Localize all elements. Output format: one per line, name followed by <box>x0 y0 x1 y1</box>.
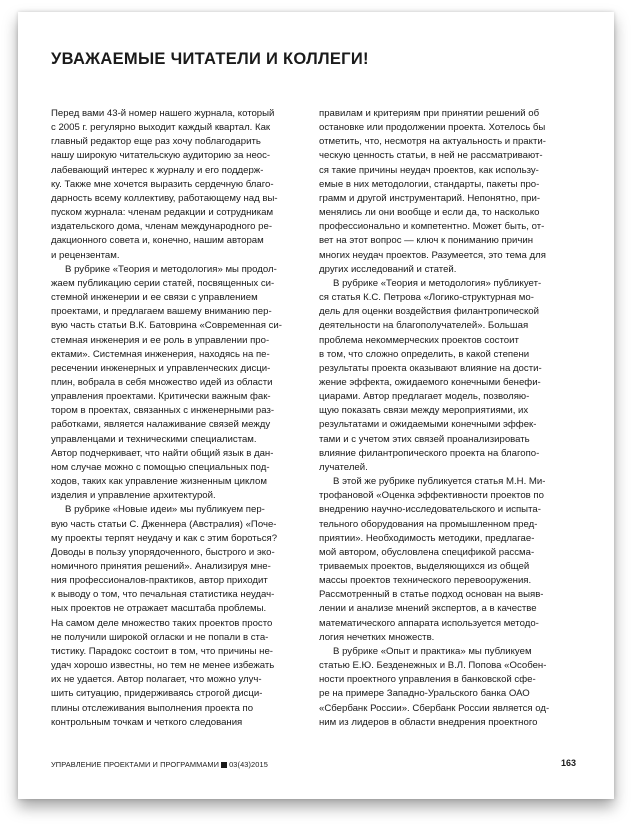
text-line: не получили широкой огласки и не попали в ста- <box>51 631 269 643</box>
text-line: му проекты терпят неудачу и как с этим бороться? <box>51 532 278 544</box>
text-line: тельного оборудования на промышленном пред- <box>319 518 538 530</box>
body-paragraph <box>319 475 581 645</box>
text-line: управления проектами. Критически важным фак- <box>51 391 271 403</box>
text-line: лучателей. <box>319 461 368 473</box>
text-line: с 2005 г. регулярно выходит каждый квартал. Как <box>51 122 271 134</box>
body-paragraph <box>51 263 313 504</box>
text-line: тором в проектах, связанных с инженерными раз- <box>51 405 275 417</box>
text-line: к выводу о том, что печальная статистика неудач- <box>51 589 275 601</box>
text-line: дакционного совета и, конечно, нашим авторам <box>51 235 264 247</box>
text-line: мой автором, обусловлена спецификой рассма- <box>319 546 535 558</box>
text-line: ных проектов не отражает масштаба проблемы. <box>51 603 267 615</box>
text-line: В рубрике «Новые идеи» мы публикуем пер- <box>65 504 265 516</box>
body-paragraph <box>51 107 313 263</box>
text-line: ния профессионалов-практиков, автор приходит <box>51 575 268 587</box>
text-line: профессионально и компетентно. Может быть, от- <box>319 221 545 233</box>
text-line: дель для оценки воздействия филантропической <box>319 306 539 318</box>
text-line: результатами и ожидаемыми конечными эффек- <box>319 419 537 431</box>
page-title: УВАЖАЕМЫЕ ЧИТАТЕЛИ И КОЛЛЕГИ! <box>51 50 369 68</box>
text-line: шить ситуацию, придерживаясь строгой дисци- <box>51 688 263 700</box>
text-line: Доводы в пользу упорядоченного, быстрого и эко- <box>51 546 275 558</box>
text-line: тистику. Парадокс состоит в том, что причины не- <box>51 645 273 657</box>
text-line: тами и с учетом этих связей проанализировать <box>319 433 530 445</box>
text-line: приятии». Необходимость методики, предлагае- <box>319 532 535 544</box>
text-line: дарность всему коллективу, работающему над вы- <box>51 192 278 204</box>
body-paragraph <box>319 645 581 730</box>
text-line: В рубрике «Теория и методология» публикует- <box>333 277 542 289</box>
text-line: их не удается. Автор полагает, что можно улуч- <box>51 674 262 686</box>
text-line: триваемых проектов, выделяющихся из общей <box>319 561 530 572</box>
text-line: На самом деле множество таких проектов просто <box>51 617 273 629</box>
text-line: ном случае можно с помощью специальных под- <box>51 461 270 473</box>
text-line: лабевающий интерес к журналу и его поддерж- <box>51 164 264 176</box>
text-line: внедрению научно-исследовательского и испыта- <box>319 504 541 516</box>
text-line: изделия и управление архитектурой. <box>51 490 216 502</box>
text-line: ре на примере Западно-Уральского банка ОАО <box>319 688 530 700</box>
text-line: менялись ли они вообще и если да, то насколько <box>319 207 540 219</box>
text-line: главный редактор еще раз хочу поблагодарить <box>51 136 261 148</box>
text-line: ходов, таких как управление жизненным циклом <box>51 476 267 488</box>
text-line: остановке или продолжении проекта. Хотелось бы <box>319 122 546 134</box>
text-line: вет на этот вопрос — ключ к пониманию причин <box>319 235 534 247</box>
page-footer <box>51 758 576 772</box>
text-line: управленцами и техническими специалистам. <box>51 433 257 445</box>
issue-number: 03(43)2015 <box>229 760 268 769</box>
text-line: и рецензентам. <box>51 249 120 261</box>
text-line: других исследований и статей. <box>319 263 457 275</box>
text-line: В этой же рубрике публикуется статья М.Н. Ми- <box>333 476 546 488</box>
text-line: математического аппарата используется методо- <box>319 617 539 629</box>
text-line: проблема некоммерческих проектов состоит <box>319 334 519 346</box>
right-text-column <box>319 107 581 730</box>
text-line: стемной инженерии и ее связи с управлением <box>51 292 258 304</box>
text-line: логия нечетких множеств. <box>319 631 435 643</box>
journal-name: УПРАВЛЕНИЕ ПРОЕКТАМИ И ПРОГРАММАМИ <box>51 760 220 769</box>
text-line: нашу широкую читательскую аудиторию за неос- <box>51 150 271 162</box>
text-line: ектами». Системная инженерия, находясь на пе- <box>51 348 270 360</box>
text-line: результаты проекта оказывают влияние на дости- <box>319 362 542 374</box>
journal-page <box>18 12 614 799</box>
text-line: массы проектов технического перевооружения. <box>319 575 532 587</box>
text-line: деятельности на благополучателей». Большая <box>319 320 529 332</box>
text-line: контрольным точкам и четкого следования <box>51 716 243 728</box>
text-line: издательского дома, членам международного ре- <box>51 221 273 233</box>
body-paragraph <box>51 503 313 730</box>
left-text-column <box>51 107 313 730</box>
body-paragraph <box>319 277 581 475</box>
text-line: стемная инженерия и ее роль в управлении про- <box>51 334 270 346</box>
text-line: плины отслеживания выполнения проекта по <box>51 702 254 714</box>
body-paragraph <box>319 107 581 277</box>
page-number: 163 <box>560 758 576 768</box>
footer-journal-info <box>51 760 268 769</box>
text-line: ся статья К.С. Петрова «Логико-структурная мо- <box>319 292 534 304</box>
text-line: емые в них методологии, стандарты, пакеты про- <box>319 178 540 190</box>
text-line: В рубрике «Теория и методология» мы продол- <box>65 263 277 275</box>
text-line: статью Е.Ю. Безденежных и В.Л. Попова «Особен- <box>319 660 547 672</box>
text-line: многих неудач проектов. Разумеется, это тема для <box>319 249 546 261</box>
text-line: плин, вобрала в себя множество идей из области <box>51 376 273 388</box>
text-line: ся такие причины неудач проектов, как использу- <box>319 164 539 176</box>
text-line: ку. Также мне хочется выразить сердечную благо- <box>51 178 274 190</box>
text-line: циарами. Автор предлагает модель, позволяю- <box>319 391 530 403</box>
text-line: грамм и другой инструментарий. Непонятно, при- <box>319 192 541 204</box>
text-line: правилам и критериям при принятии решений об <box>319 108 540 119</box>
text-line: пуском журнала: членам редакции и сотрудникам <box>51 207 274 219</box>
text-line: отметить, что, несмотря на актуальность и практи- <box>319 136 546 148</box>
text-line: ности проектного управления в банковской сфе- <box>319 674 536 686</box>
text-line: проектами, и предлагаем вашему вниманию пер- <box>51 306 272 318</box>
text-line: ресечении инженерных и управленческих дисци- <box>51 362 271 374</box>
text-line: вую часть статьи В.К. Батоврина «Современная си- <box>51 320 282 332</box>
text-line: Автор подчеркивает, что найти общий язык в дан- <box>51 447 274 459</box>
text-line: вую часть статьи С. Дженнера (Австралия) «Поче- <box>51 518 277 530</box>
text-line: в том, что сложно определить, в какой степени <box>319 348 530 360</box>
square-separator-icon <box>221 762 227 768</box>
text-line: удач хорошо известны, но тем не менее избежать <box>51 660 275 672</box>
text-line: работками, является налаживание связей между <box>51 419 271 431</box>
text-line: ческую ценность статьи, в ней не рассматривают- <box>319 150 543 162</box>
text-line: влияние филантропического проекта на благопо- <box>319 447 540 459</box>
text-line: «Сбербанк России». Сбербанк России является од- <box>319 702 550 714</box>
text-line: ним из лидеров в области внедрения проектного <box>319 716 538 728</box>
text-line: В рубрике «Опыт и практика» мы публикуем <box>333 645 532 657</box>
text-line: трофановой «Оценка эффективности проектов по <box>319 490 544 502</box>
text-line: номичного принятия решений». Анализируя мне- <box>51 561 271 572</box>
text-line: жаем публикацию серии статей, посвященных си- <box>51 277 275 289</box>
text-line: лении и анализе мнений экспертов, а в качестве <box>319 603 537 615</box>
text-line: щую показать связи между мероприятиями, их <box>319 405 529 417</box>
text-line: Рассмотренный в статье подход основан на выяв- <box>319 589 544 601</box>
text-line: Перед вами 43-й номер нашего журнала, который <box>51 108 275 119</box>
text-line: жение эффекта, ожидаемого конечными бенефи- <box>319 376 541 388</box>
